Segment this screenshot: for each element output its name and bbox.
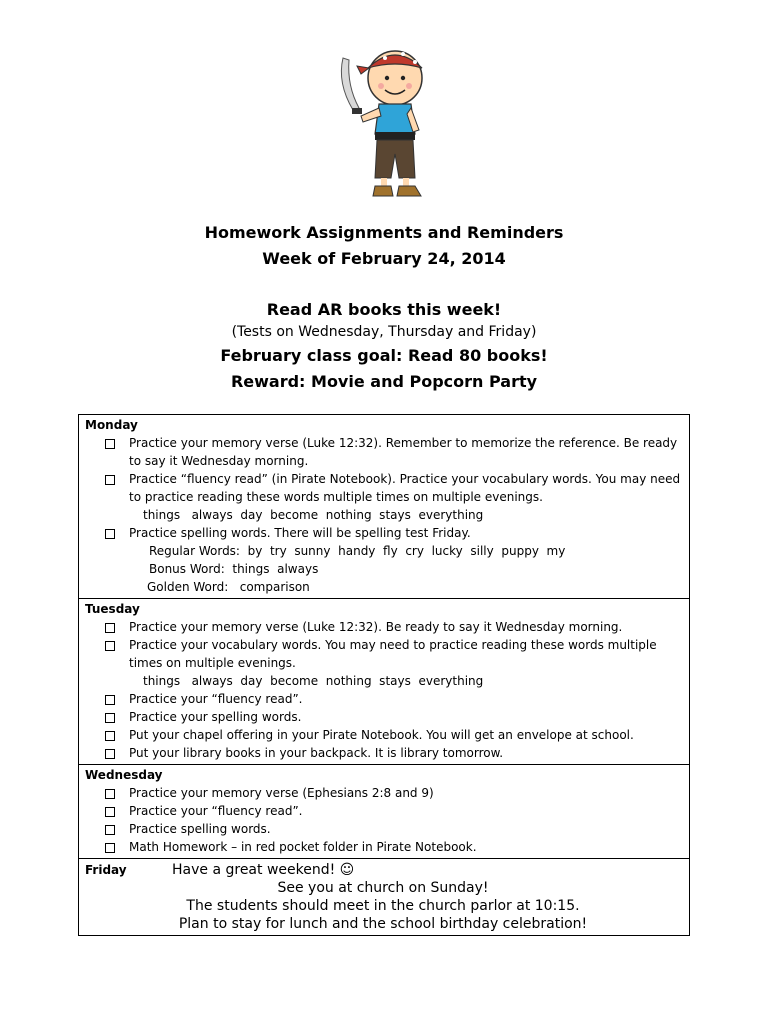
- day-label: Wednesday: [85, 768, 163, 782]
- assignment-text: Practice spelling words.: [129, 822, 271, 836]
- assignment-text: Put your library books in your backpack. It is library tomorrow.: [129, 746, 504, 760]
- list-item: [85, 744, 681, 762]
- day-section-friday: [79, 859, 689, 935]
- friday-line: See you at church on Sunday!: [277, 880, 489, 896]
- week-heading: Week of February 24, 2014: [262, 249, 506, 268]
- checkbox-icon[interactable]: [105, 843, 115, 853]
- assignment-text: Practice your vocabulary words. You may need to practice reading these words multiple times on multiple evenings.: [129, 638, 657, 670]
- golden-word: Golden Word: comparison: [147, 580, 310, 594]
- day-section-wednesday: [79, 765, 689, 859]
- checkbox-icon[interactable]: [105, 731, 115, 741]
- day-section-tuesday: [79, 599, 689, 765]
- assignment-list: [85, 618, 681, 672]
- list-item: [85, 708, 681, 726]
- checkbox-icon[interactable]: [105, 713, 115, 723]
- assignment-text: Practice “fluency read” (in Pirate Notebook). Practice your vocabulary words. You may need to practice reading these words multiple times on multiple evenings.: [129, 472, 681, 504]
- checkbox-icon[interactable]: [105, 641, 115, 651]
- assignment-text: Practice spelling words. There will be spelling test Friday.: [129, 526, 471, 540]
- friday-line: Have a great weekend! ☺: [172, 862, 355, 878]
- assignment-list: [85, 690, 681, 762]
- assignment-list: [85, 524, 681, 542]
- assignment-list: [85, 784, 681, 856]
- vocabulary-words: things always day become nothing stays everything: [143, 508, 484, 522]
- friday-message: [155, 861, 681, 933]
- checkbox-icon[interactable]: [105, 749, 115, 759]
- class-goal: February class goal: Read 80 books!: [220, 346, 548, 365]
- assignment-text: Practice your memory verse (Luke 12:32). Remember to memorize the reference. Be ready to say it Wednesday morning.: [129, 436, 678, 468]
- list-item: [85, 726, 681, 744]
- assignment-text: Practice your memory verse (Luke 12:32). Be ready to say it Wednesday morning.: [129, 620, 623, 634]
- ar-reminder: Read AR books this week!: [266, 300, 502, 319]
- assignment-list: [85, 434, 681, 506]
- page-title: Homework Assignments and Reminders: [204, 223, 564, 242]
- checkbox-icon[interactable]: [105, 529, 115, 539]
- list-item: [85, 470, 681, 506]
- vocabulary-words: things always day become nothing stays everything: [143, 674, 484, 688]
- checkbox-icon[interactable]: [105, 695, 115, 705]
- checkbox-icon[interactable]: [105, 825, 115, 835]
- list-item: [85, 838, 681, 856]
- assignments-table: [78, 414, 690, 936]
- list-item: [85, 820, 681, 838]
- checkbox-icon[interactable]: [105, 475, 115, 485]
- day-label: Tuesday: [85, 602, 140, 616]
- assignment-text: Math Homework – in red pocket folder in Pirate Notebook.: [129, 840, 477, 854]
- reward-note: Reward: Movie and Popcorn Party: [230, 372, 538, 391]
- day-label: Friday: [85, 863, 127, 877]
- list-item: [85, 524, 681, 542]
- checkbox-icon[interactable]: [105, 807, 115, 817]
- tests-note: (Tests on Wednesday, Thursday and Friday): [231, 324, 537, 340]
- day-section-monday: [79, 415, 689, 599]
- checkbox-icon[interactable]: [105, 789, 115, 799]
- list-item: [85, 802, 681, 820]
- assignment-text: Practice your “fluency read”.: [129, 804, 303, 818]
- assignment-text: Practice your memory verse (Ephesians 2:8 and 9): [129, 786, 434, 800]
- checkbox-icon[interactable]: [105, 623, 115, 633]
- list-item: [85, 784, 681, 802]
- checkbox-icon[interactable]: [105, 439, 115, 449]
- bonus-word: Bonus Word: things always: [149, 562, 319, 576]
- assignment-text: Practice your spelling words.: [129, 710, 302, 724]
- regular-words: Regular Words: by try sunny handy fly cry lucky silly puppy my: [149, 544, 566, 558]
- list-item: [85, 636, 681, 672]
- assignment-text: Practice your “fluency read”.: [129, 692, 303, 706]
- friday-line: The students should meet in the church parlor at 10:15.: [186, 898, 580, 914]
- list-item: [85, 434, 681, 470]
- pirate-boy-illustration: [335, 38, 435, 200]
- friday-line: Plan to stay for lunch and the school birthday celebration!: [178, 916, 588, 932]
- day-label: Monday: [85, 418, 138, 432]
- assignment-text: Put your chapel offering in your Pirate Notebook. You will get an envelope at school.: [129, 728, 634, 742]
- list-item: [85, 690, 681, 708]
- list-item: [85, 618, 681, 636]
